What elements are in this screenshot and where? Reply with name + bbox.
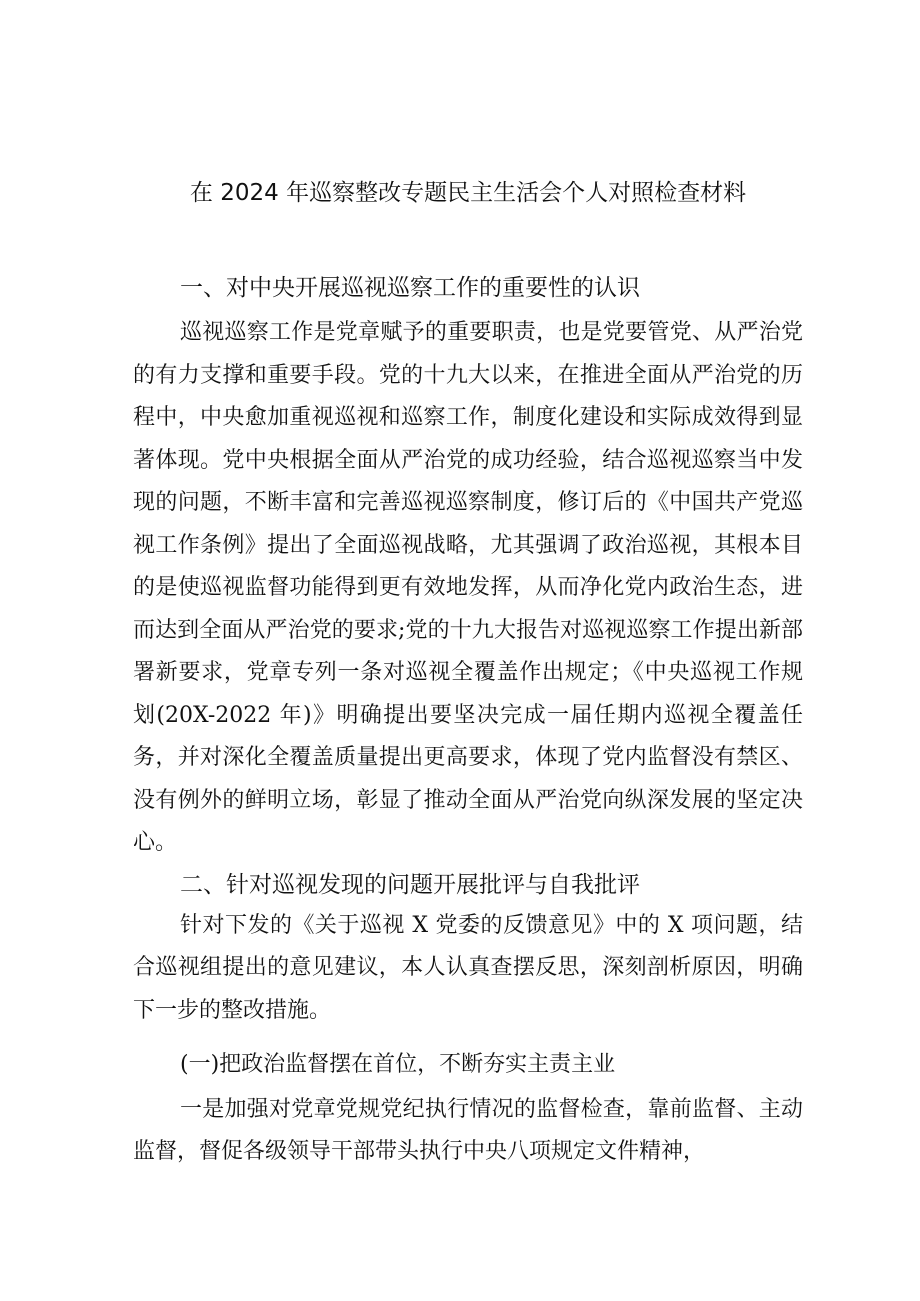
document-body: [133, 170, 803, 1174]
section-1-paragraph: 巡视巡察工作是党章赋予的重要职责，也是党要管党、从严治党的有力支撑和重要手段。党的十九大以来，在推进全面从严治党的历程中，中央愈加重视巡视和巡察工作，制度化建设和实际成效得到显著体现。党中央根据全面从严治党的成功经验，结合巡视巡察当中发现的问题，不断丰富和完善巡视巡察制度，修订后的《中国共产党巡视工作条例》提出了全面巡视战略，尤其强调了政治巡视，其根本目的是使巡视监督功能得到更有效地发挥，从而净化党内政治生态，进而达到全面从严治党的要求;党的十九大报告对巡视巡察工作提出新部署新要求，党章专列一条对巡视全覆盖作出规定；《中央巡视工作规划(20X-2022 年)》明确提出要坚决完成一届任期内巡视全覆盖任务，并对深化全覆盖质量提出更高要求，体现了党内监督没有禁区、没有例外的鲜明立场，彰显了推动全面从严治党向纵深发展的坚定决心。: [133, 320, 803, 855]
subsection-1-paragraph: 一是加强对党章党规党纪执行情况的监督检查，靠前监督、主动监督，督促各级领导干部带头执行中央八项规定文件精神，: [133, 1096, 803, 1164]
section-2-paragraph: 针对下发的《关于巡视 X 党委的反馈意见》中的 X 项问题，结合巡视组提出的意见建议，本人认真查摆反思，深刻剖析原因，明确下一步的整改措施。: [133, 912, 803, 1023]
section-2-heading: 二、针对巡视发现的问题开展批评与自我批评: [180, 871, 640, 898]
section-1-heading: 一、对中央开展巡视巡察工作的重要性的认识: [180, 275, 640, 301]
subsection-1-heading: (一)把政治监督摆在首位，不断夯实主责主业: [180, 1052, 616, 1077]
document-title: 在 2024 年巡察整改专题民主生活会个人对照检查材料: [189, 180, 747, 206]
